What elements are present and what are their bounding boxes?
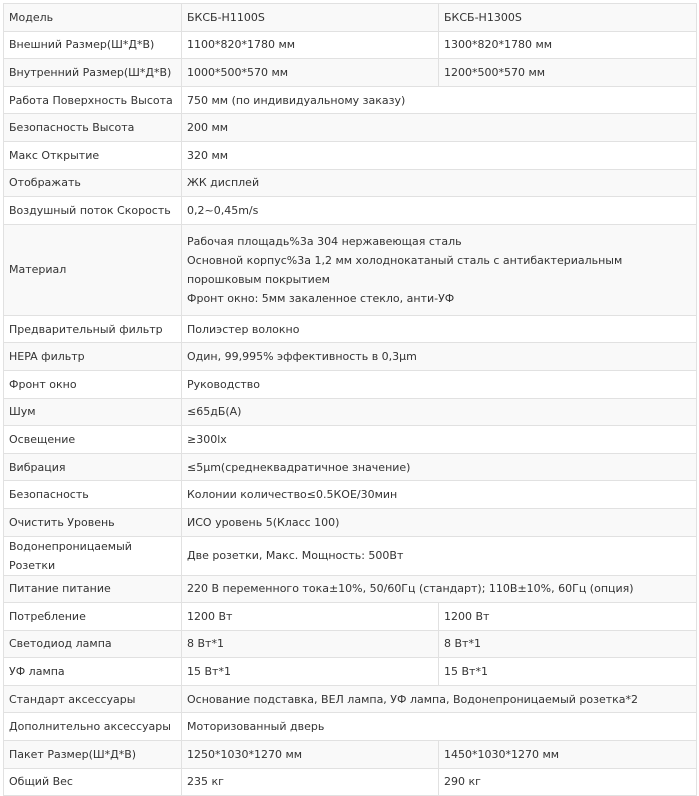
- table-row: [4, 398, 697, 426]
- row-label: Безопасность: [4, 481, 182, 509]
- row-value: 0,2~0,45m/s: [182, 197, 697, 225]
- row-value: ≤65дБ(A): [182, 398, 697, 426]
- row-label: HEPA фильтр: [4, 343, 182, 371]
- row-value: 750 мм (по индивидуальному заказу): [182, 86, 697, 114]
- row-value-model-1: 1000*500*570 мм: [182, 59, 439, 87]
- row-label: Светодиод лампа: [4, 630, 182, 658]
- table-row: [4, 536, 697, 575]
- spec-table-body: [4, 4, 697, 796]
- row-value-model-2: 1200 Вт: [439, 603, 697, 631]
- row-label: Фронт окно: [4, 370, 182, 398]
- row-value-model-2: 1300*820*1780 мм: [439, 31, 697, 59]
- row-label: Внешний Размер(Ш*Д*В): [4, 31, 182, 59]
- row-value: 320 мм: [182, 141, 697, 169]
- row-value: Колонии количество≤0.5КОЕ/30мин: [182, 481, 697, 509]
- table-row: [4, 630, 697, 658]
- row-label: Работа Поверхность Высота: [4, 86, 182, 114]
- row-value: [182, 224, 697, 315]
- row-label: Отображать: [4, 169, 182, 197]
- row-label: УФ лампа: [4, 658, 182, 686]
- row-value-model-2: 1450*1030*1270 мм: [439, 741, 697, 769]
- value-line: Основной корпус%3а 1,2 мм холоднокатаный сталь с антибактериальным порошковым покрытием: [187, 253, 623, 286]
- table-row: [4, 713, 697, 741]
- row-value: Руководство: [182, 370, 697, 398]
- row-label: Водонепроницаемый Розетки: [4, 536, 182, 575]
- row-value: 220 В переменного тока±10%, 50/60Гц (стандарт); 110В±10%, 60Гц (опция): [182, 575, 697, 603]
- table-row: [4, 86, 697, 114]
- row-value: Полиэстер волокно: [182, 315, 697, 343]
- table-row: [4, 141, 697, 169]
- row-label: Общий Вес: [4, 768, 182, 796]
- row-value-model-2: 8 Вт*1: [439, 630, 697, 658]
- table-row: [4, 114, 697, 142]
- row-label: Вибрация: [4, 453, 182, 481]
- row-label: Потребление: [4, 603, 182, 631]
- row-value: ≥300lx: [182, 426, 697, 454]
- row-value: 200 мм: [182, 114, 697, 142]
- row-label: Макс Открытие: [4, 141, 182, 169]
- table-row: [4, 4, 697, 32]
- row-label: Воздушный поток Скорость: [4, 197, 182, 225]
- row-label: Шум: [4, 398, 182, 426]
- row-label: Питание питание: [4, 575, 182, 603]
- row-value: Один, 99,995% эффективность в 0,3μm: [182, 343, 697, 371]
- table-row: [4, 768, 697, 796]
- row-value-model-1: 8 Вт*1: [182, 630, 439, 658]
- table-row: [4, 481, 697, 509]
- table-row: [4, 508, 697, 536]
- row-value-model-1: 1250*1030*1270 мм: [182, 741, 439, 769]
- table-row: [4, 658, 697, 686]
- row-label: Очистить Уровень: [4, 508, 182, 536]
- row-label: Предварительный фильтр: [4, 315, 182, 343]
- row-value-model-1: 235 кг: [182, 768, 439, 796]
- row-value: Моторизованный дверь: [182, 713, 697, 741]
- row-label: Пакет Размер(Ш*Д*В): [4, 741, 182, 769]
- row-label: Стандарт аксессуары: [4, 685, 182, 713]
- row-value-model-1: 1200 Вт: [182, 603, 439, 631]
- table-row: [4, 453, 697, 481]
- row-value-model-2: 290 кг: [439, 768, 697, 796]
- row-label: Дополнительно аксессуары: [4, 713, 182, 741]
- table-row: [4, 685, 697, 713]
- spec-table: [3, 3, 697, 796]
- table-row: [4, 31, 697, 59]
- row-label: Безопасность Высота: [4, 114, 182, 142]
- table-row: [4, 575, 697, 603]
- row-value-model-2: 1200*500*570 мм: [439, 59, 697, 87]
- table-row: [4, 197, 697, 225]
- row-label: Модель: [4, 4, 182, 32]
- table-row: [4, 426, 697, 454]
- table-row: [4, 315, 697, 343]
- row-value-model-2: 15 Вт*1: [439, 658, 697, 686]
- row-value: Две розетки, Макс. Мощность: 500Вт: [182, 536, 697, 575]
- value-line: Фронт окно: 5мм закаленное стекло, анти-УФ: [187, 291, 455, 305]
- row-value-model-2: БКСБ-Н1300S: [439, 4, 697, 32]
- row-value: ЖК дисплей: [182, 169, 697, 197]
- row-value: ≤5μm(среднеквадратичное значение): [182, 453, 697, 481]
- table-row: [4, 59, 697, 87]
- table-row: [4, 741, 697, 769]
- row-value: Основание подставка, ВЕЛ лампа, УФ лампа, Водонепроницаемый розетка*2: [182, 685, 697, 713]
- row-value-model-1: 1100*820*1780 мм: [182, 31, 439, 59]
- row-value-model-1: 15 Вт*1: [182, 658, 439, 686]
- row-label: Внутренний Размер(Ш*Д*В): [4, 59, 182, 87]
- table-row: [4, 343, 697, 371]
- row-label: Материал: [4, 224, 182, 315]
- row-value: ИСО уровень 5(Класс 100): [182, 508, 697, 536]
- table-row: [4, 224, 697, 315]
- table-row: [4, 603, 697, 631]
- table-row: [4, 169, 697, 197]
- row-label: Освещение: [4, 426, 182, 454]
- row-value-model-1: БКСБ-Н1100S: [182, 4, 439, 32]
- table-row: [4, 370, 697, 398]
- value-line: Рабочая площадь%3а 304 нержавеющая сталь: [187, 234, 462, 248]
